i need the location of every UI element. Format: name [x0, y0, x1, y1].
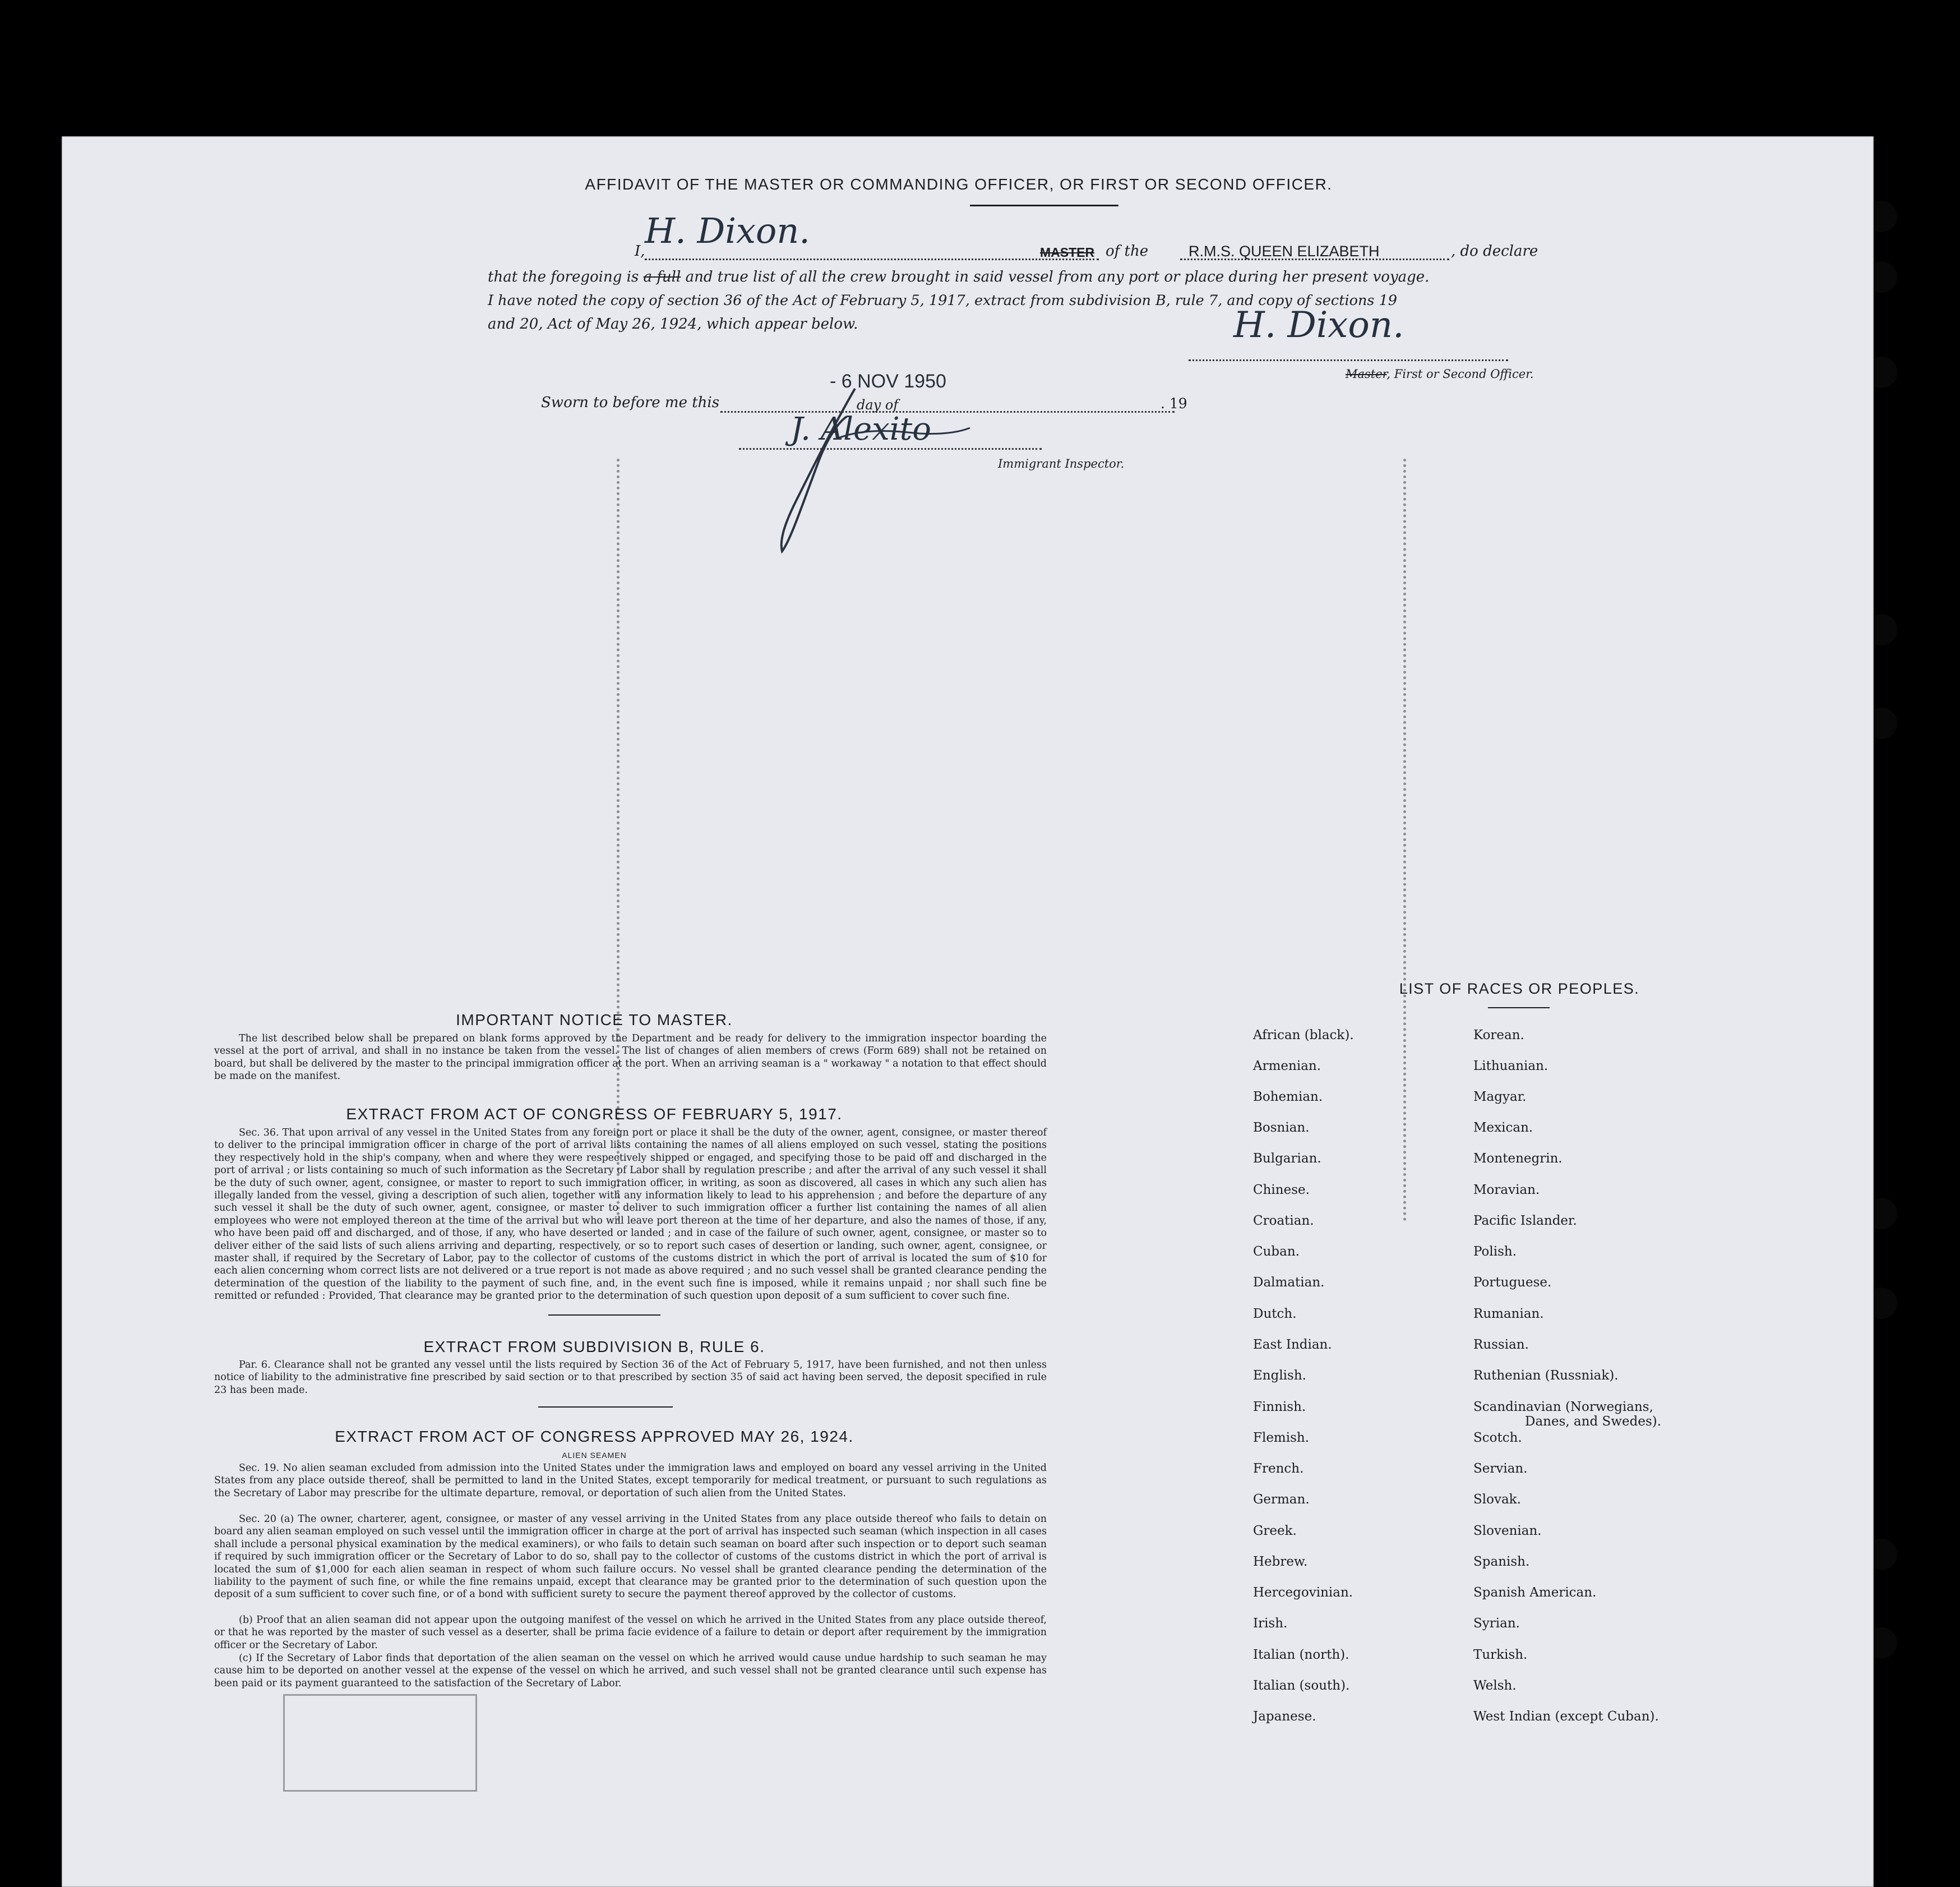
- race-right: Polish.: [1473, 1244, 1517, 1259]
- master-caption: [1346, 367, 1534, 381]
- race-right-continuation: Danes, and Swedes).: [1525, 1414, 1662, 1429]
- vessel-name: R.M.S. QUEEN ELIZABETH: [1189, 243, 1380, 260]
- race-left: Bulgarian.: [1253, 1151, 1321, 1166]
- section-rule: [548, 1314, 660, 1316]
- race-right: Turkish.: [1473, 1648, 1528, 1662]
- declaration-line-1: [488, 269, 1603, 285]
- sworn-label: Sworn to before me this: [541, 394, 720, 411]
- race-right: Ruthenian (Russniak).: [1473, 1368, 1619, 1383]
- race-right: Welsh.: [1473, 1678, 1517, 1693]
- race-left: Italian (south).: [1253, 1678, 1350, 1693]
- subdivision-b-body: Par. 6. Clearance shall not be granted any vessel until the lists required by Section 36 of the Act of February 5, 1917, have been furnished, and not then unless notice of liability to the administrative fine prescribed by said section or to that prescribed by section 35 of said act having been served, the deposit specified in rule 23 has been made.: [214, 1359, 1047, 1396]
- race-right: Scandinavian (Norwegians,: [1473, 1400, 1653, 1414]
- master-caption-struck: Master: [1346, 367, 1387, 381]
- struck-full: a full: [643, 269, 681, 285]
- year-label: . 19: [1161, 395, 1187, 412]
- of-the-label: of the: [1106, 243, 1149, 260]
- race-right: Slovenian.: [1473, 1524, 1542, 1538]
- section-rule: [538, 1406, 673, 1408]
- inspector-caption: Immigrant Inspector.: [998, 457, 1125, 470]
- race-right: West Indian (except Cuban).: [1473, 1709, 1659, 1724]
- race-left: Chinese.: [1253, 1183, 1310, 1197]
- race-right: Rumanian.: [1473, 1307, 1544, 1321]
- race-left: Hercegovinian.: [1253, 1585, 1353, 1600]
- race-left: Finnish.: [1253, 1400, 1306, 1414]
- declarant-name-line: [645, 259, 1099, 260]
- extract-1924-sec20b: (b) Proof that an alien seaman did not appear upon the outgoing manifest of the vessel on which he arrived in the United States from any place outside thereof, or that he was reported by the master of such vessel as a deserter, shall be prima facie evidence of a failure to detain or deport after requirement by the immigration officer or the Secretary of Labor.: [214, 1614, 1047, 1651]
- race-left: French.: [1253, 1461, 1304, 1476]
- declaration-line-2: I have noted the copy of section 36 of the Act of February 5, 1917, extract from subdivision B, rule 7, and copy of sections 19: [488, 292, 1398, 309]
- race-right: Montenegrin.: [1473, 1151, 1563, 1166]
- notice-title: IMPORTANT NOTICE TO MASTER.: [456, 1011, 733, 1028]
- race-right: Lithuanian.: [1473, 1059, 1548, 1073]
- document-sheet: [62, 136, 1874, 1887]
- race-left: Irish.: [1253, 1616, 1288, 1631]
- race-right: Syrian.: [1473, 1616, 1520, 1631]
- do-declare-label: , do declare: [1451, 243, 1538, 260]
- race-left: German.: [1253, 1492, 1310, 1507]
- race-right: Pacific Islander.: [1473, 1214, 1577, 1228]
- inspector-signature-stroke: [706, 372, 1043, 562]
- declarant-signature: H. Dixon.: [645, 210, 810, 251]
- affidavit-title: AFFIDAVIT OF THE MASTER OR COMMANDING OFFICER, OR FIRST OR SECOND OFFICER.: [585, 176, 1333, 193]
- race-left: Dutch.: [1253, 1307, 1297, 1321]
- race-left: East Indian.: [1253, 1337, 1332, 1352]
- race-right: Spanish American.: [1473, 1585, 1597, 1600]
- race-left: Italian (north).: [1253, 1648, 1349, 1662]
- races-title: LIST OF RACES OR PEOPLES.: [1399, 980, 1640, 997]
- race-left: Japanese.: [1253, 1709, 1316, 1724]
- alien-seamen-subtitle: ALIEN SEAMEN: [562, 1451, 627, 1460]
- race-right: Mexican.: [1473, 1120, 1533, 1135]
- title-rule: [970, 205, 1118, 206]
- race-left: Hebrew.: [1253, 1554, 1308, 1569]
- master-label: MASTER: [1040, 245, 1095, 260]
- extract-1924-title: EXTRACT FROM ACT OF CONGRESS APPROVED MAY 26, 1924.: [335, 1428, 854, 1445]
- extract-1924-sec19: Sec. 19. No alien seaman excluded from admission into the United States under the immigration laws and employed on board any vessel arriving in the United States from any place outside thereof, shall be permitted to land in the United States, except temporarily for medical treatment, or pursuant to such regulations as the Secretary of Labor may prescribe for the ultimate departure, removal, or deportation of such alien from the United States.: [214, 1462, 1047, 1499]
- race-left: Flemish.: [1253, 1431, 1310, 1445]
- inspector-signature-line: [739, 448, 1042, 450]
- notice-body: The list described below shall be prepared on blank forms approved by the Department and be ready for delivery to the immigration inspector boarding the vessel at the port of arrival, and shall in no instance be taken from the vessel. The list of changes of alien members of crews (Form 689) shall not be retained on board, but shall be delivered by the master to the principal immigration officer at the port. When an arriving seaman is a " workaway " a notation to that effect should be made on the manifest.: [214, 1033, 1047, 1082]
- race-left: Greek.: [1253, 1524, 1297, 1538]
- declaration-line-1a: that the foregoing is: [488, 269, 639, 285]
- declaration-line-1b: and true list of all the crew brought in said vessel from any port or place during her present voyage.: [685, 269, 1430, 285]
- subdivision-b-title: EXTRACT FROM SUBDIVISION B, RULE 6.: [423, 1338, 765, 1355]
- race-right: Spanish.: [1473, 1554, 1530, 1569]
- race-left: Bohemian.: [1253, 1090, 1323, 1104]
- race-left: Croatian.: [1253, 1214, 1314, 1228]
- race-left: African (black).: [1253, 1028, 1354, 1042]
- master-caption-rest: , First or Second Officer.: [1386, 367, 1534, 381]
- master-signature: H. Dixon.: [1233, 304, 1404, 346]
- vessel-line: [1180, 259, 1449, 260]
- race-right: Korean.: [1473, 1028, 1524, 1042]
- race-left: Dalmatian.: [1253, 1275, 1325, 1290]
- race-left: Cuban.: [1253, 1244, 1300, 1259]
- column-guide-dots: [1403, 459, 1406, 1221]
- inspector-signature: J. Alexito: [791, 411, 931, 447]
- race-right: Magyar.: [1473, 1090, 1527, 1104]
- extract-1924-sec20c: (c) If the Secretary of Labor finds that deportation of the alien seaman on the vessel on which he arrived would cause undue hardship to such seaman he may cause him to be deported on another vessel at the expense of the vessel on which he arrived, and such vessel shall not be granted clearance until such expense has been paid or its payment guaranteed to the satisfaction of the Secretary of Labor.: [214, 1653, 1047, 1689]
- faded-stamp: [283, 1694, 477, 1792]
- races-title-rule: [1488, 1007, 1550, 1008]
- race-right: Scotch.: [1473, 1431, 1522, 1445]
- race-left: Armenian.: [1253, 1059, 1321, 1073]
- declaration-line-3: and 20, Act of May 26, 1924, which appear below.: [488, 316, 858, 333]
- master-signature-line: [1189, 359, 1508, 361]
- i-label: I,: [635, 243, 645, 260]
- day-of-label: day of: [857, 397, 899, 413]
- race-right: Servian.: [1473, 1461, 1528, 1476]
- race-left: Bosnian.: [1253, 1120, 1310, 1135]
- extract-1924-sec20a: Sec. 20 (a) The owner, charterer, agent, consignee, or master of any vessel arriving in the United States from any place outside thereof who fails to detain on board any alien seaman employed on such vessel until the immigration officer in charge at the port of arrival has inspected such seaman (which inspection in all cases shall include a personal physical examination by the medical examiners), or who fails to detain such seaman on board after such inspection or to deport such seaman if required by such immigration officer or the Secretary of Labor to do so, shall pay to the collector of customs of the customs district in which the port of arrival is located the sum of $1,000 for each alien seaman in respect of whom such failure occurs. No vessel shall be granted clearance pending the determination of the liability to the payment of such fine, or while the fine remains unpaid, except that clearance may be granted prior to the determination of such question upon the deposit of a sum sufficient to cover such fine, or of a bond with sufficient surety to secure the payment thereof approved by the collector of customs.: [214, 1514, 1047, 1600]
- race-left: English.: [1253, 1368, 1306, 1383]
- race-right: Slovak.: [1473, 1492, 1521, 1507]
- extract-1917-title: EXTRACT FROM ACT OF CONGRESS OF FEBRUARY 5, 1917.: [346, 1105, 843, 1123]
- race-right: Russian.: [1473, 1337, 1529, 1352]
- date-stamp: - 6 NOV 1950: [830, 371, 946, 392]
- race-right: Moravian.: [1473, 1183, 1540, 1197]
- extract-1917-body: Sec. 36. That upon arrival of any vessel in the United States from any foreign port or place it shall be the duty of the owner, agent, consignee, or master thereof to deliver to the principal immigration officer in charge of the port of arrival lists containing the names of all aliens employed on such vessel, stating the positions they respectively hold in the ship's company, when and where they were respectively shipped or engaged, and specifying those to be paid off and discharged in the port of arrival ; or lists containing so much of such information as the Secretary of Labor shall by regulation prescribe ; and after the arrival of any such vessel it shall be the duty of such owner, agent, consignee, or master to report to such immigration officer, in writing, as soon as discovered, all cases in which any such alien has illegally landed from the vessel, giving a description of such alien, together with any information likely to lead to his apprehension ; and before the departure of any such vessel it shall be the duty of such owner, agent, consignee, or master to deliver to such immigration officer a further list containing the names of all alien employees who were not employed thereon at the time of the arrival but who will leave port thereon at the time of her departure, and also the names of those, if any, who have been paid off and discharged, and of those, if any, who have deserted or landed ; and in case of the failure of such owner, agent, consignee, or master so to deliver either of the said lists of such aliens arriving and departing, respectively, or so to report such cases of desertion or landing, such owner, agent, consignee, or master shall, if required by the Secretary of Labor, pay to the collector of customs of the customs district in which the port of arrival is located the sum of $10 for each alien concerning whom correct lists are not delivered or a true report is not made as above required ; and no such vessel shall be granted clearance pending the determination of the question of the liability to the payment of such fine, and, in the event such fine is imposed, while it remains unpaid ; nor shall such fine be remitted or refunded : Provided, That clearance may be granted prior to the determination of such question upon deposit of a sum sufficient to cover such fine.: [214, 1127, 1047, 1302]
- race-right: Portuguese.: [1473, 1275, 1552, 1290]
